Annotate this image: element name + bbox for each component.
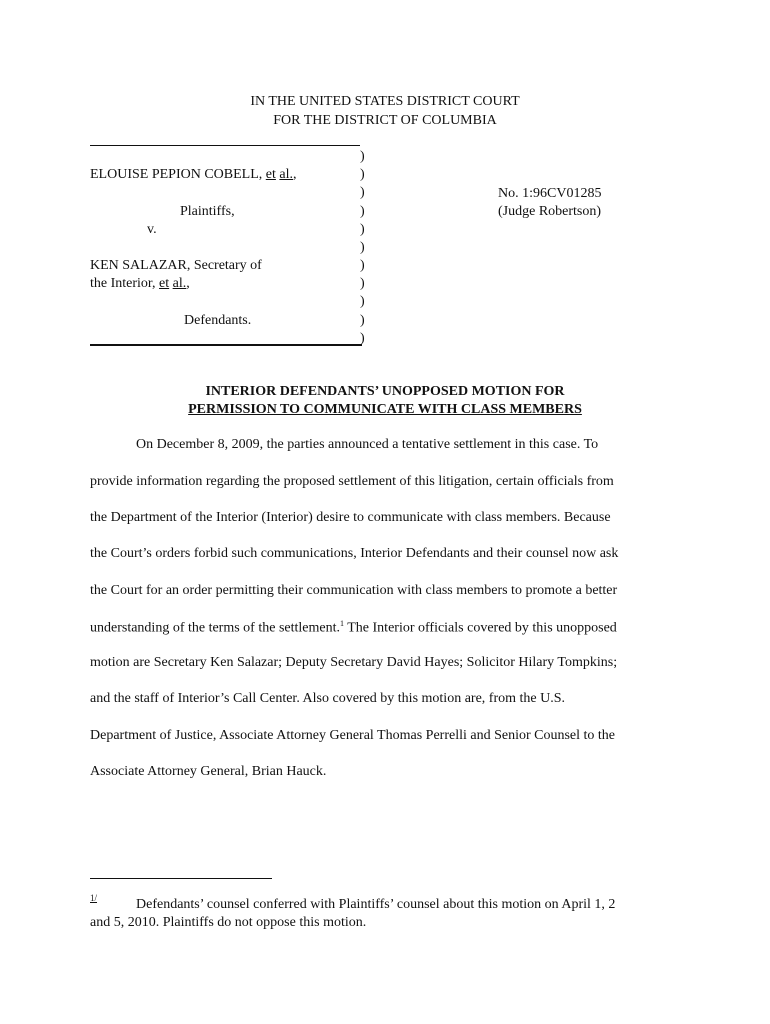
caption-paren: ) (360, 294, 365, 309)
footnote-text-cont: and 5, 2010. Plaintiffs do not oppose this motion. (90, 915, 367, 930)
caption-paren: ) (360, 204, 365, 219)
footnote-separator (90, 878, 272, 879)
body-line: the Court for an order permitting their communication with class members to promote a better (90, 583, 618, 598)
motion-title-line1: INTERIOR DEFENDANTS’ UNOPPOSED MOTION FOR (205, 384, 565, 399)
plaintiffs-label: Plaintiffs, (180, 204, 235, 219)
plaintiff-name: ELOUISE PEPION COBELL, et al., (90, 167, 297, 182)
caption-paren: ) (360, 222, 365, 237)
caption-paren: ) (360, 313, 365, 328)
body-line: motion are Secretary Ken Salazar; Deputy Secretary David Hayes; Solicitor Hilary Tompkins; (90, 655, 618, 670)
caption-top-rule (90, 145, 360, 146)
caption-paren: ) (360, 149, 365, 164)
caption-paren: ) (360, 167, 365, 182)
caption-paren: ) (360, 258, 365, 273)
defendant-name: KEN SALAZAR, Secretary of (90, 258, 262, 273)
footnote-marker: 1/ (90, 893, 98, 903)
footnote-ref: 1 (340, 619, 344, 628)
body-line: Associate Attorney General, Brian Hauck. (90, 764, 327, 779)
defendants-label: Defendants. (184, 313, 252, 328)
caption-paren: ) (360, 240, 365, 255)
case-number: No. 1:96CV01285 (498, 186, 602, 201)
caption-bottom-rule (90, 344, 362, 346)
body-line: Department of Justice, Associate Attorney General Thomas Perrelli and Senior Counsel to the (90, 728, 616, 743)
caption-paren: ) (360, 185, 365, 200)
body-line: understanding of the terms of the settlement.$^1$ The Interior officials covered by this unopposed (90, 619, 617, 636)
caption-paren: ) (360, 331, 365, 346)
court-name: IN THE UNITED STATES DISTRICT COURT (250, 94, 520, 109)
court-district: FOR THE DISTRICT OF COLUMBIA (273, 113, 497, 128)
body-line: and the staff of Interior’s Call Center. Also covered by this motion are, from the U.S. (90, 691, 565, 706)
defendant-name-cont: the Interior, et al., (90, 276, 190, 291)
caption-paren: ) (360, 276, 365, 291)
body-line: provide information regarding the proposed settlement of this litigation, certain officials from (90, 474, 614, 489)
motion-title-line2: PERMISSION TO COMMUNICATE WITH CLASS MEMBERS (188, 402, 582, 417)
body-line: the Court’s orders forbid such communications, Interior Defendants and their counsel now ask (90, 546, 619, 561)
footnote-text: Defendants’ counsel conferred with Plaintiffs’ counsel about this motion on April 1, 2 (136, 897, 616, 912)
body-line: the Department of the Interior (Interior) desire to communicate with class members. Because (90, 510, 611, 525)
versus-label: v. (147, 222, 157, 237)
body-line: On December 8, 2009, the parties announced a tentative settlement in this case. To (136, 437, 599, 452)
judge-name: (Judge Robertson) (498, 204, 602, 219)
